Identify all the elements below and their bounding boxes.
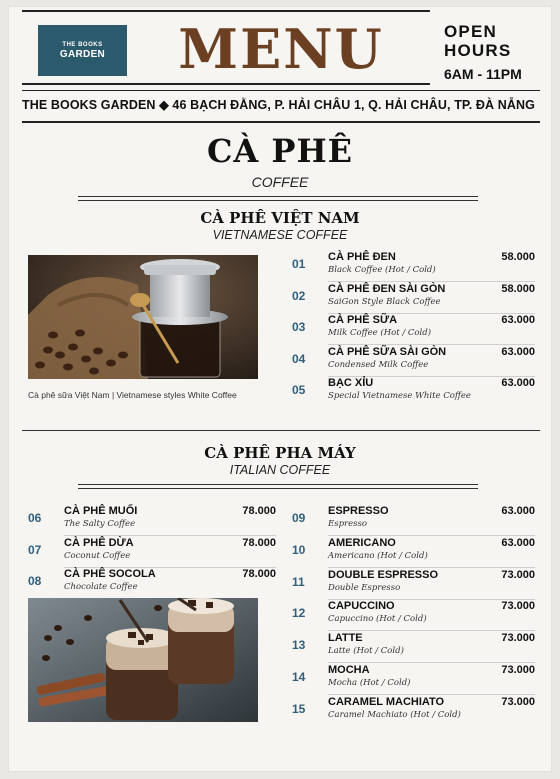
menu-item: [28, 537, 276, 565]
item-number: 15: [292, 701, 306, 716]
item-number: 03: [292, 320, 306, 334]
item-name: LATTE: [328, 632, 363, 645]
menu-item: [292, 696, 535, 724]
item-number: 14: [292, 670, 306, 684]
item-price: 73.000: [501, 568, 535, 581]
item-price: 63.000: [501, 314, 535, 326]
viet-title: CÀ PHÊ VIỆT NAM: [200, 209, 360, 227]
section-subtitle: COFFEE: [251, 174, 309, 190]
italian-divider: [22, 430, 540, 431]
item-name: MOCHA: [328, 664, 370, 676]
item-price: 78.000: [242, 568, 276, 580]
menu-item: [28, 568, 276, 596]
item-description: The Salty Coffee: [64, 519, 136, 529]
menu-item: [28, 505, 276, 533]
item-name: CÀ PHÊ DỪA: [64, 536, 134, 549]
logo: [38, 25, 127, 76]
menu-item: [292, 251, 535, 279]
logo-line1: THE BOOKS: [62, 41, 103, 48]
item-description: SaiGon Style Black Coffee: [328, 296, 441, 307]
item-number: 13: [292, 638, 306, 653]
logo-line2: GARDEN: [59, 48, 106, 60]
item-description: Milk Coffee (Hot / Cold): [328, 328, 432, 338]
item-number: 07: [28, 542, 42, 557]
item-description: Capuccino (Hot / Cold): [328, 614, 427, 625]
item-description: Mocha (Hot / Cold): [328, 678, 411, 688]
item-number: 10: [292, 542, 306, 557]
item-price: 58.000: [501, 251, 535, 263]
opening-time: 6AM - 11PM: [444, 66, 522, 82]
menu-item: [292, 283, 535, 311]
item-price: 63.000: [501, 536, 535, 549]
menu-item: [292, 346, 535, 374]
menu-page: [8, 6, 552, 772]
italian-subtitle: ITALIAN COFFEE: [229, 463, 331, 477]
item-name: CÀ PHÊ MUỐI: [64, 505, 138, 517]
viet-subtitle: VIETNAMESE COFFEE: [212, 228, 348, 242]
menu-item: [292, 505, 535, 533]
item-number: 02: [292, 288, 306, 303]
menu-item: [292, 632, 535, 660]
item-description: Black Coffee (Hot / Cold): [328, 265, 436, 275]
chocolate-coffee-photo: [28, 598, 258, 722]
item-name: ESPRESSO: [328, 505, 389, 517]
item-description: Special Vietnamese White Coffee: [328, 391, 471, 401]
open-hours-line2: HOURS: [444, 41, 512, 60]
italian-title: CÀ PHÊ PHA MÁY: [204, 444, 356, 462]
address-bottom-rule: [22, 121, 540, 123]
item-price: 73.000: [501, 600, 535, 613]
item-number: 12: [292, 606, 306, 621]
item-name: CÀ PHÊ ĐEN: [328, 251, 396, 263]
open-hours-line1: OPEN: [444, 22, 497, 41]
open-hours: [444, 22, 548, 82]
menu-item: [292, 569, 535, 597]
item-number: 05: [292, 383, 306, 397]
item-name: DOUBLE ESPRESSO: [328, 568, 439, 581]
item-price: 73.000: [501, 695, 535, 708]
item-description: Latte (Hot / Cold): [328, 646, 404, 657]
menu-item: [292, 314, 535, 342]
item-price: 78.000: [242, 536, 276, 549]
item-price: 73.000: [501, 664, 535, 676]
item-number: 01: [292, 257, 306, 271]
item-description: Double Espresso: [328, 582, 401, 593]
item-name: BẠC XỈU: [328, 377, 374, 389]
italian-rule-2: [78, 488, 478, 489]
address: THE BOOKS GARDEN ◆ 46 BẠCH ĐẰNG, P. HẢI CHÂU 1, Q. HẢI CHÂU, TP. ĐÀ NẴNG: [22, 98, 535, 112]
item-price: 78.000: [242, 505, 276, 517]
vietnamese-coffee-photo: [28, 255, 258, 379]
item-price: 73.000: [501, 632, 535, 645]
item-name: CÀ PHÊ SOCOLA: [64, 568, 156, 580]
item-description: Chocolate Coffee: [64, 582, 138, 592]
item-description: Caramel Machiato (Hot / Cold): [328, 709, 461, 720]
item-number: 11: [292, 574, 305, 589]
viet-photo-caption: Cà phê sữa Việt Nam | Vietnamese styles White Coffee: [28, 390, 237, 400]
item-name: CÀ PHÊ ĐEN SÀI GÒN: [328, 282, 446, 295]
item-number: 06: [28, 511, 42, 525]
item-name: CAPUCCINO: [328, 600, 395, 613]
item-name: CÀ PHÊ SỮA: [328, 314, 398, 326]
item-price: 63.000: [501, 505, 535, 517]
viet-top-rule: [78, 196, 478, 197]
item-number: 08: [28, 574, 42, 588]
item-description: Condensed Milk Coffee: [328, 359, 429, 370]
menu-item: [292, 377, 535, 405]
item-number: 09: [292, 511, 306, 525]
header-bottom-rule: [22, 83, 430, 85]
header-top-rule: [22, 10, 430, 12]
item-name: CÀ PHÊ SỮA SÀI GÒN: [328, 345, 447, 358]
item-name: AMERICANO: [328, 536, 396, 549]
italian-rule: [78, 484, 478, 485]
item-description: Americano (Hot / Cold): [328, 550, 428, 561]
viet-top-rule-2: [78, 200, 478, 201]
item-number: 04: [292, 351, 306, 366]
item-price: 58.000: [501, 282, 535, 295]
menu-item: [292, 537, 535, 565]
item-price: 63.000: [501, 345, 535, 358]
item-name: CARAMEL MACHIATO: [328, 695, 445, 708]
address-top-rule: [22, 90, 540, 91]
menu-title: MENU: [178, 17, 384, 81]
menu-item: [292, 600, 535, 628]
item-description: Coconut Coffee: [64, 550, 131, 561]
menu-item: [292, 664, 535, 692]
section-title: CÀ PHÊ: [206, 132, 354, 170]
item-price: 63.000: [501, 377, 535, 389]
item-description: Espresso: [328, 519, 367, 529]
